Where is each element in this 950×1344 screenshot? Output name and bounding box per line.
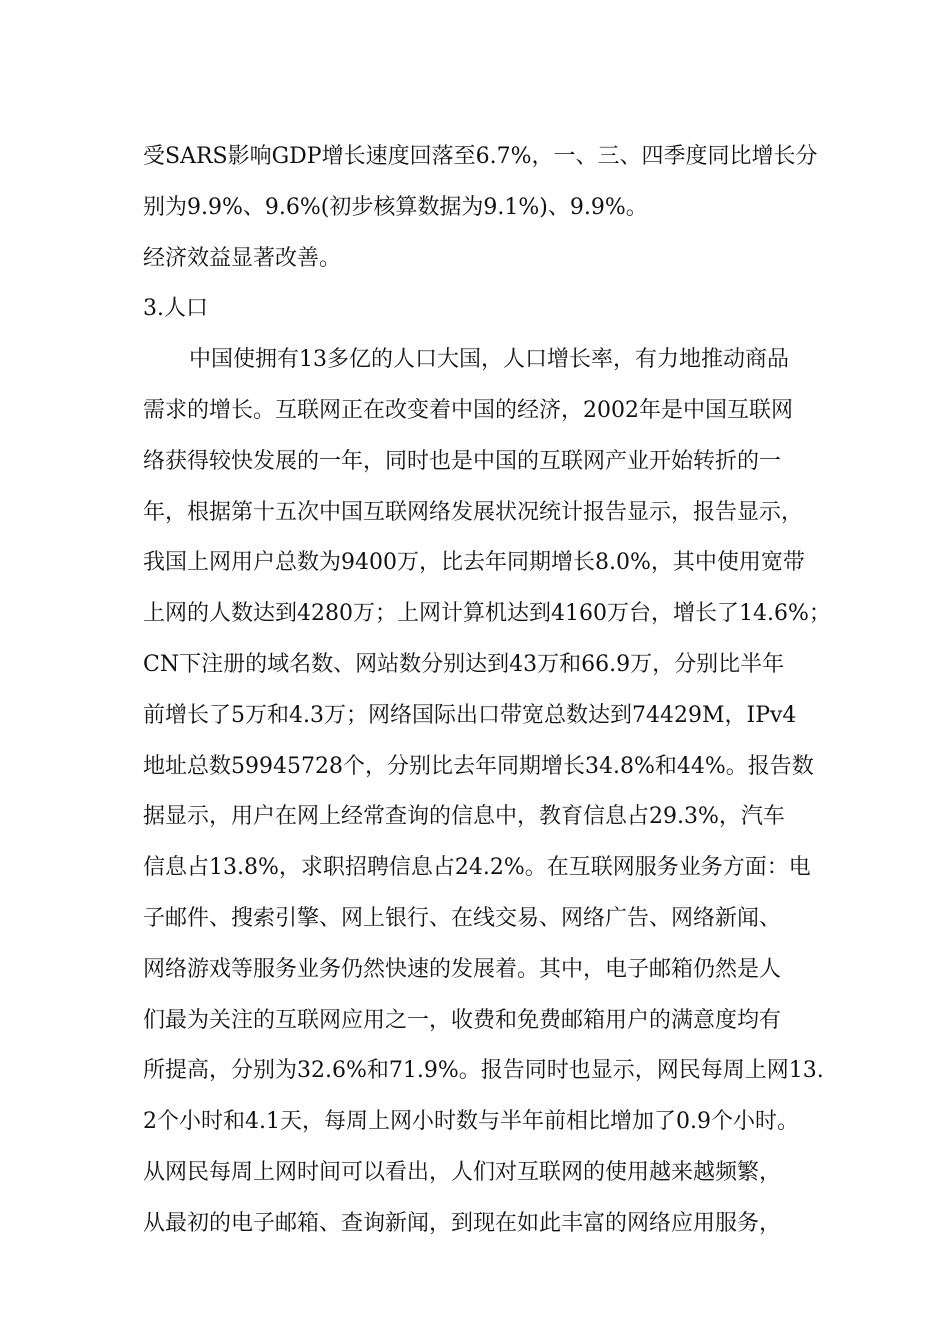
paragraph-line-1: 中国使拥有13多亿的人口大国，人口增长率，有力地推动商品 — [189, 347, 789, 373]
paragraph-line-17: 从网民每周上网时间可以看出，人们对互联网的使用越来越频繁， — [143, 1159, 782, 1185]
paragraph-line-6: 上网的人数达到4280万；上网计算机达到4160万台，增长了14.6%； — [143, 601, 831, 627]
document-page — [143, 132, 831, 1250]
paragraph-line-5: 我国上网用户总数为9400万，比去年同期增长8.0%，其中使用宽带 — [143, 550, 805, 576]
paragraph-line-18: 从最初的电子邮箱、查询新闻，到现在如此丰富的网络应用服务， — [143, 1210, 782, 1236]
intro-line-1: 受SARS影响GDP增长速度回落至6.7%，一、三、四季度同比增长分 — [143, 144, 818, 169]
paragraph-line-11: 信息占13.8%，求职招聘信息占24.2%。在互联网服务业务方面：电 — [143, 855, 811, 881]
intro-line-2: 别为9.9%、9.6%(初步核算数据为9.1%)、9.9%。 — [143, 194, 648, 220]
paragraph-line-2: 需求的增长。互联网正在改变着中国的经济，2002年是中国互联网 — [143, 397, 793, 423]
paragraph-line-16: 2个小时和4.1天，每周上网小时数与半年前相比增加了0.9个小时。 — [143, 1109, 799, 1135]
paragraph-line-10: 据显示，用户在网上经常查询的信息中，教育信息占29.3%，汽车 — [143, 804, 785, 830]
paragraph-line-12: 子邮件、搜索引擎、网上银行、在线交易、网络广告、网络新闻、 — [143, 905, 782, 931]
section-heading: 3.人口 — [143, 296, 208, 322]
paragraph-line-13: 网络游戏等服务业务仍然快速的发展着。其中，电子邮箱仍然是人 — [143, 956, 782, 982]
intro-line-3: 经济效益显著改善。 — [143, 245, 342, 271]
paragraph-line-9: 地址总数59945728个，分别比去年同期增长34.8%和44%。报告数 — [143, 753, 814, 779]
paragraph-line-7: CN下注册的域名数、网站数分别达到43万和66.9万，分别比半年 — [143, 651, 785, 677]
paragraph-line-8: 前增长了5万和4.3万；网络国际出口带宽总数达到74429M，IPv4 — [143, 702, 797, 728]
paragraph-line-15: 所提高，分别为32.6%和71.9%。报告同时也显示，网民每周上网13. — [143, 1058, 824, 1084]
paragraph-line-4: 年，根据第十五次中国互联网络发展状况统计报告显示，报告显示， — [143, 499, 804, 525]
paragraph-line-14: 们最为关注的互联网应用之一，收费和免费邮箱用户的满意度均有 — [143, 1007, 782, 1033]
paragraph-line-3: 络获得较快发展的一年，同时也是中国的互联网产业开始转折的一 — [143, 448, 782, 474]
